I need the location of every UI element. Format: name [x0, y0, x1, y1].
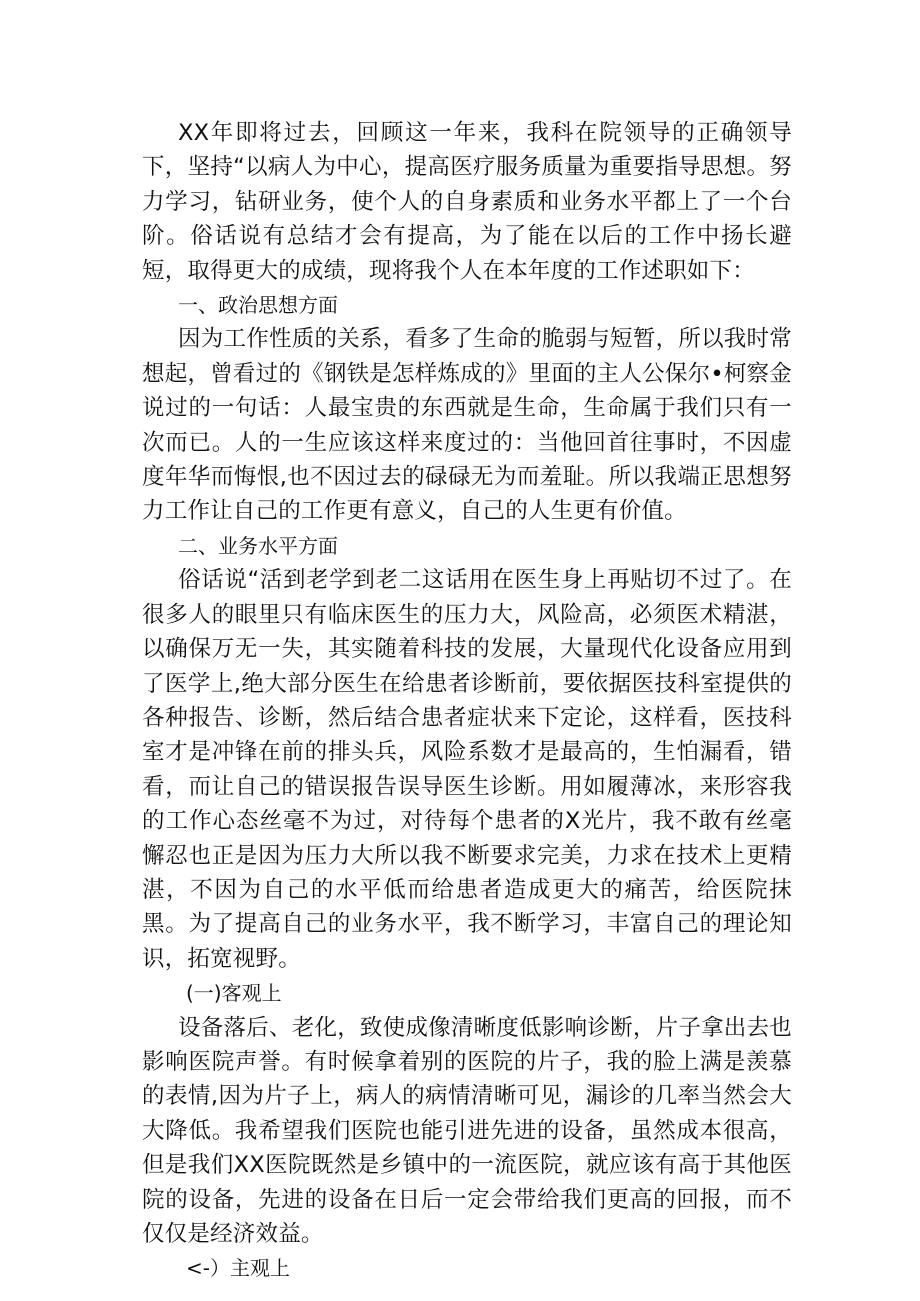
politics-paragraph: 因为工作性质的关系，看多了生命的脆弱与短暂，所以我时常想起，曾看过的《钢铁是怎样炼成的》里面的主人公保尔•柯察金说过的一句话：人最宝贵的东西就是生命，生命属于我们只有一次而已。人的一生应该这样来度过的：当他回首往事时，不因虚度年华而悔恨,也不因过去的碌碌无为而羞耻。所以我端正思想努力工作让自己的工作更有意义，自己的人生更有价值。: [142, 326, 792, 525]
subheading-objective: (一)客观上: [186, 981, 282, 1006]
intro-paragraph: XX年即将过去，回顾这一年来，我科在院领导的正确领导下，坚持“以病人为中心，提高医疗服务质量为重要指导思想。努力学习，钻研业务，使个人的自身素质和业务水平都上了一个台阶。俗话说有总结才会有提高，为了能在以后的工作中扬长避短，取得更大的成绩，现将我个人在本年度的工作述职如下：: [142, 120, 792, 284]
document-body: [142, 116, 792, 1286]
section-heading-skills: 二、业务水平方面: [178, 533, 338, 558]
objective-paragraph: 设备落后、老化，致使成像清晰度低影响诊断，片子拿出去也影响医院声誉。有时候拿着别的医院的片子，我的脸上满是羡慕的表情,因为片子上，病人的病情清晰可见，漏诊的几率当然会大大降低。我希望我们医院也能引进先进的设备，虽然成本很高，但是我们XX医院既然是乡镇中的一流医院，就应该有高于其他医院的设备，先进的设备在日后一定会带给我们更高的回报，而不仅仅是经济效益。: [142, 1014, 792, 1247]
section-heading-politics: 一、政治思想方面: [178, 293, 338, 318]
subheading-subjective: <-）主观上: [186, 1256, 290, 1281]
skills-paragraph: 俗话说“活到老学到老二这话用在医生身上再贴切不过了。在很多人的眼里只有临床医生的压力大，风险高，必须医术精湛，以确保万无一失，其实随着科技的发展，大量现代化设备应用到了医学上,绝大部分医生在给患者诊断前，要依据医技科室提供的各种报告、诊断，然后结合患者症状来下定论，这样看，医技科室才是冲锋在前的排头兵，风险系数才是最高的，生怕漏看，错看，而让自己的错误报告误导医生诊断。用如履薄冰，来形容我的工作心态丝毫不为过，对待每个患者的X光片，我不敢有丝毫懈忍也正是因为压力大所以我不断要求完美，力求在技术上更精湛，不因为自己的水平低而给患者造成更大的痛苦，给医院抹黑。为了提高自己的业务水平，我不断学习，丰富自己的理论知识，拓宽视野。: [142, 567, 792, 972]
